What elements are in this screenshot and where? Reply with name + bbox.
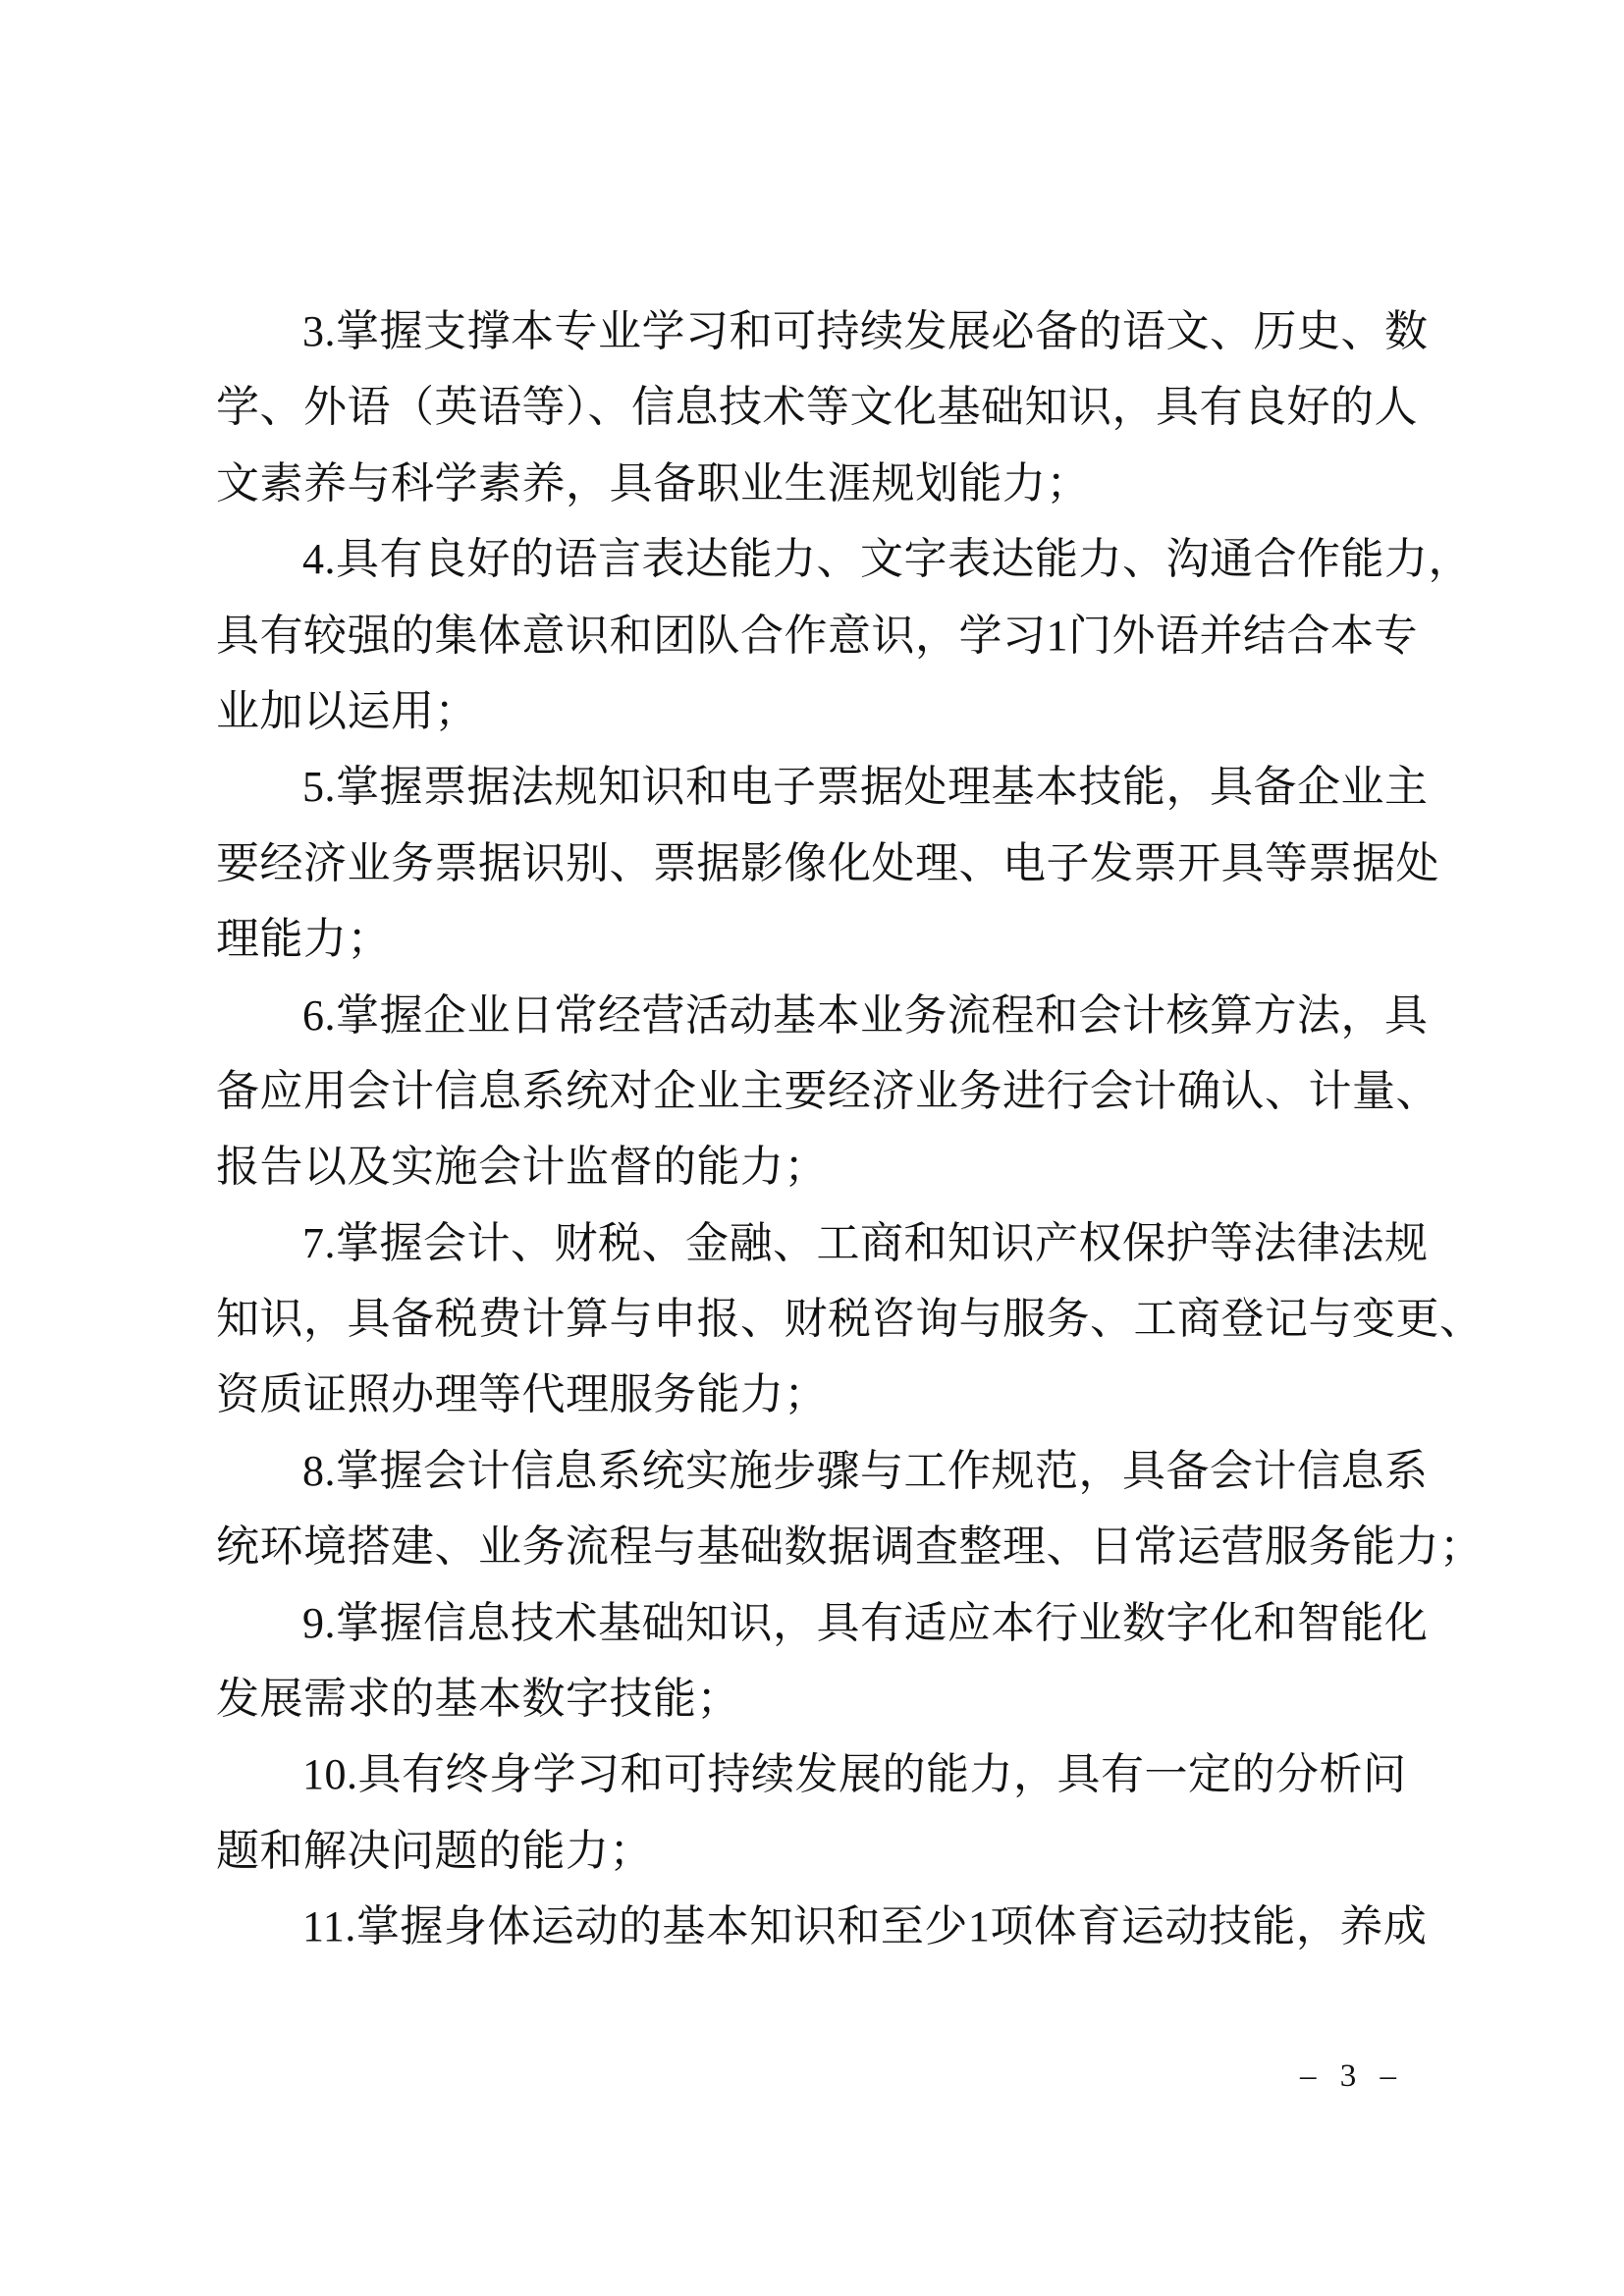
paragraph-8 [216, 1433, 1484, 1585]
paragraph-6 [216, 978, 1439, 1205]
text-line: 备应用会计信息系统对企业主要经济业务进行会计确认、计量、 [216, 1066, 1439, 1115]
text-line: 题和解决问题的能力； [216, 1826, 653, 1875]
paragraph-7 [216, 1205, 1484, 1433]
text-line: 3.掌握支撑本专业学习和可持续发展必备的语文、历史、数 [302, 307, 1429, 355]
paragraph-10 [216, 1736, 1426, 1889]
text-line: 4.具有良好的语言表达能力、文字表达能力、沟通合作能力， [302, 535, 1472, 584]
text-line: 5.掌握票据法规知识和电子票据处理基本技能，具备企业主 [302, 763, 1429, 812]
text-line: 发展需求的基本数字技能； [216, 1675, 740, 1724]
text-line: 11.掌握身体运动的基本知识和至少1项体育运动技能，养成 [302, 1902, 1428, 1951]
text-line: 文素养与科学素养，具备职业生涯规划能力； [216, 458, 1090, 507]
text-line: 理能力； [216, 915, 391, 964]
paragraph-4 [216, 521, 1472, 749]
paragraph-11 [216, 1889, 1426, 1964]
text-line: 统环境搭建、业务流程与基础数据调查整理、日常运营服务能力； [216, 1522, 1484, 1572]
text-line: 10.具有终身学习和可持续发展的能力，具有一定的分析问 [302, 1750, 1407, 1799]
text-line: 知识，具备税费计算与申报、财税咨询与服务、工商登记与变更、 [216, 1295, 1484, 1344]
text-line: 具有较强的集体意识和团队合作意识，学习1门外语并结合本专 [216, 611, 1418, 660]
text-line: 要经济业务票据识别、票据影像化处理、电子发票开具等票据处 [216, 838, 1439, 887]
text-line: 9.掌握信息技术基础知识，具有适应本行业数字化和智能化 [302, 1598, 1429, 1647]
paragraph-5 [216, 749, 1439, 977]
document-body [216, 294, 1484, 1965]
paragraph-3 [216, 294, 1429, 521]
paragraph-9 [216, 1585, 1429, 1737]
text-line: 报告以及实施会计监督的能力； [216, 1143, 828, 1192]
text-line: 6.掌握企业日常经营活动基本业务流程和会计核算方法，具 [302, 990, 1429, 1040]
text-line: 7.掌握会计、财税、金融、工商和知识产权保护等法律法规 [302, 1218, 1429, 1267]
text-line: 业加以运用； [216, 686, 478, 735]
text-line: 8.掌握会计信息系统实施步骤与工作规范，具备会计信息系 [302, 1446, 1429, 1495]
text-line: 资质证照办理等代理服务能力； [216, 1370, 828, 1419]
page-number: – 3 – [1300, 2058, 1404, 2094]
text-line: 学、外语（英语等）、信息技术等文化基础知识，具有良好的人 [216, 383, 1418, 432]
